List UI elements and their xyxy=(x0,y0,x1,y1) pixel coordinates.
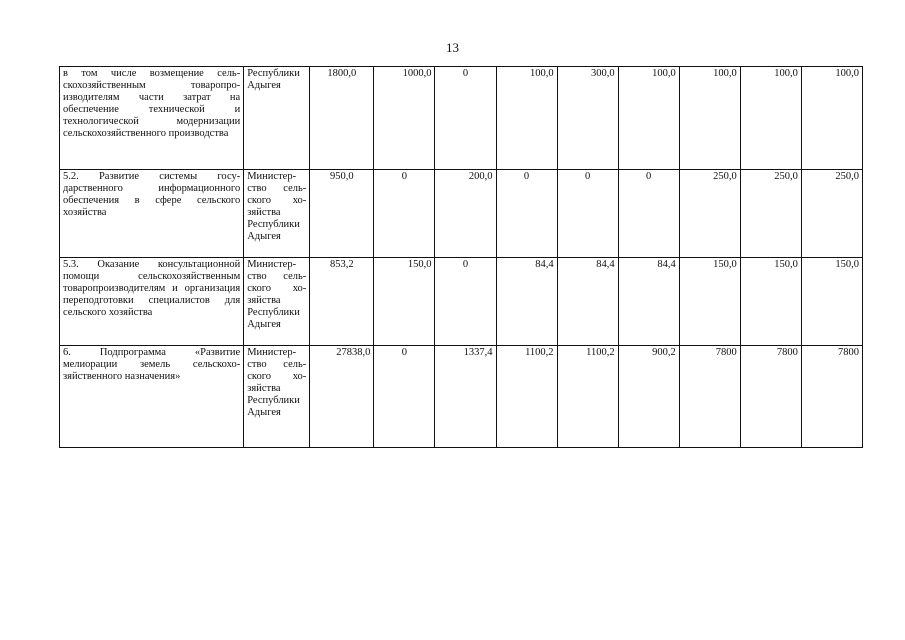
row-executor: Министерство сельского хозяйства Республики Адыгея xyxy=(244,170,310,258)
year-value: 250,0 xyxy=(679,170,740,258)
year-value: 300,0 xyxy=(557,67,618,170)
year-value: 84,4 xyxy=(557,258,618,346)
year-value: 7800 xyxy=(740,346,801,448)
year-value: 0 xyxy=(557,170,618,258)
year-value: 7800 xyxy=(679,346,740,448)
year-value: 200,0 xyxy=(435,170,496,258)
year-value: 1337,4 xyxy=(435,346,496,448)
year-value: 1100,2 xyxy=(557,346,618,448)
year-value: 100,0 xyxy=(801,67,862,170)
year-value: 84,4 xyxy=(618,258,679,346)
row-executor: Министерство сельского хозяйства Республики Адыгея xyxy=(244,346,310,448)
total-value: 853,2 xyxy=(310,258,374,346)
year-value: 7800 xyxy=(801,346,862,448)
row-executor: Республики Адыгея xyxy=(244,67,310,170)
year-value: 250,0 xyxy=(740,170,801,258)
table-row xyxy=(60,258,863,346)
year-value: 100,0 xyxy=(740,67,801,170)
year-value: 250,0 xyxy=(801,170,862,258)
row-description: в том числе возмещение сельскохозяйственным товаропроизводителям части затрат на обеспечение технической и технологической модернизации сельскохозяйственного производства xyxy=(60,67,244,170)
row-description: 6. Подпрограмма «Развитие мелиорации земель сельскохозяйственного назначения» xyxy=(60,346,244,448)
year-value: 0 xyxy=(435,258,496,346)
year-value: 100,0 xyxy=(618,67,679,170)
total-value: 1800,0 xyxy=(310,67,374,170)
year-value: 150,0 xyxy=(801,258,862,346)
row-description: 5.2. Развитие системы государственного информационного обеспечения в сфере сельского хозяйства xyxy=(60,170,244,258)
table-row xyxy=(60,170,863,258)
year-value: 0 xyxy=(618,170,679,258)
row-executor: Министерство сельского хозяйства Республики Адыгея xyxy=(244,258,310,346)
year-value: 150,0 xyxy=(374,258,435,346)
page-number: 13 xyxy=(446,40,459,55)
year-value: 900,2 xyxy=(618,346,679,448)
budget-table xyxy=(59,66,863,448)
total-value: 27838,0 xyxy=(310,346,374,448)
year-value: 0 xyxy=(374,170,435,258)
year-value: 84,4 xyxy=(496,258,557,346)
year-value: 150,0 xyxy=(679,258,740,346)
row-description: 5.3. Оказание консультационной помощи сельскохозяйственным товаропроизводителям и организация переподготовки специалистов для сельского хозяйства xyxy=(60,258,244,346)
year-value: 0 xyxy=(435,67,496,170)
year-value: 0 xyxy=(496,170,557,258)
table-row xyxy=(60,346,863,448)
year-value: 100,0 xyxy=(496,67,557,170)
total-value: 950,0 xyxy=(310,170,374,258)
year-value: 100,0 xyxy=(679,67,740,170)
year-value: 1000,0 xyxy=(374,67,435,170)
table-row xyxy=(60,67,863,170)
year-value: 0 xyxy=(374,346,435,448)
year-value: 150,0 xyxy=(740,258,801,346)
year-value: 1100,2 xyxy=(496,346,557,448)
